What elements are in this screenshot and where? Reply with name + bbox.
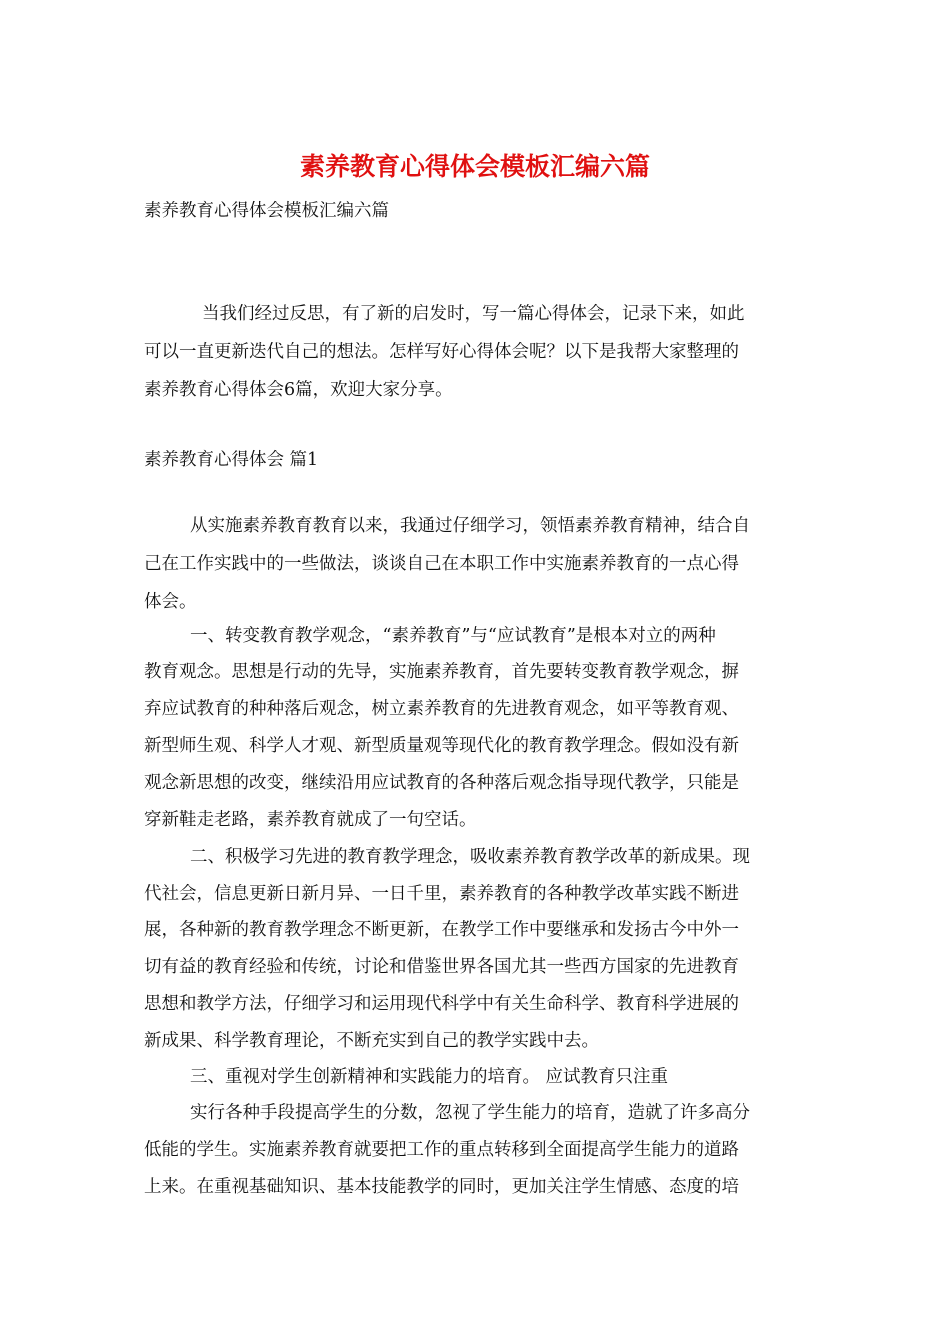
body-line: 穿新鞋走老路，素养教育就成了一句空话。 [144,810,477,830]
body-line: 实行各种手段提高学生的分数，忽视了学生能力的培育，造就了许多高分 [190,1103,750,1123]
intro-line: 可以一直更新迭代自己的想法。怎样写好心得体会呢？以下是我帮大家整理的 [144,342,739,362]
body-line: 体会。 [144,592,197,612]
body-line: 新型师生观、科学人才观、新型质量观等现代化的教育教学理念。假如没有新 [144,736,739,756]
body-line: 思想和教学方法，仔细学习和运用现代科学中有关生命科学、教育科学进展的 [144,994,739,1014]
body-line: 上来。在重视基础知识、基本技能教学的同时，更加关注学生情感、态度的培 [144,1177,739,1197]
body-line: 教育观念。思想是行动的先导，实施素养教育，首先要转变教育教学观念，摒 [144,662,739,682]
section-heading: 素养教育心得体会 篇1 [144,450,319,470]
document-subtitle: 素养教育心得体会模板汇编六篇 [144,201,389,221]
document-title: 素养教育心得体会模板汇编六篇 [299,152,650,181]
body-line: 切有益的教育经验和传统，讨论和借鉴世界各国尤其一些西方国家的先进教育 [144,957,739,977]
body-line: 观念新思想的改变，继续沿用应试教育的各种落后观念指导现代教学，只能是 [144,773,739,793]
intro-line: 当我们经过反思，有了新的启发时，写一篇心得体会，记录下来，如此 [202,304,745,324]
intro-line: 素养教育心得体会6篇，欢迎大家分享。 [144,380,453,400]
body-line: 代社会，信息更新日新月异、一日千里，素养教育的各种教学改革实践不断进 [144,884,739,904]
body-line: 低能的学生。实施素养教育就要把工作的重点转移到全面提高学生能力的道路 [144,1140,739,1160]
body-line: 弃应试教育的种种落后观念，树立素养教育的先进教育观念，如平等教育观、 [144,699,739,719]
body-line: 三、重视对学生创新精神和实践能力的培育。 应试教育只注重 [190,1067,669,1087]
body-line: 从实施素养教育教育以来，我通过仔细学习，领悟素养教育精神，结合自 [190,516,750,536]
body-line: 展，各种新的教育教学理念不断更新，在教学工作中要继承和发扬古今中外一 [144,920,739,940]
body-line: 新成果、科学教育理论，不断充实到自己的教学实践中去。 [144,1031,599,1051]
body-line: 一、转变教育教学观念，“素养教育”与“应试教育”是根本对立的两种 [190,626,716,646]
body-line: 己在工作实践中的一些做法，谈谈自己在本职工作中实施素养教育的一点心得 [144,554,739,574]
body-line: 二、积极学习先进的教育教学理念，吸收素养教育教学改革的新成果。现 [190,847,750,867]
